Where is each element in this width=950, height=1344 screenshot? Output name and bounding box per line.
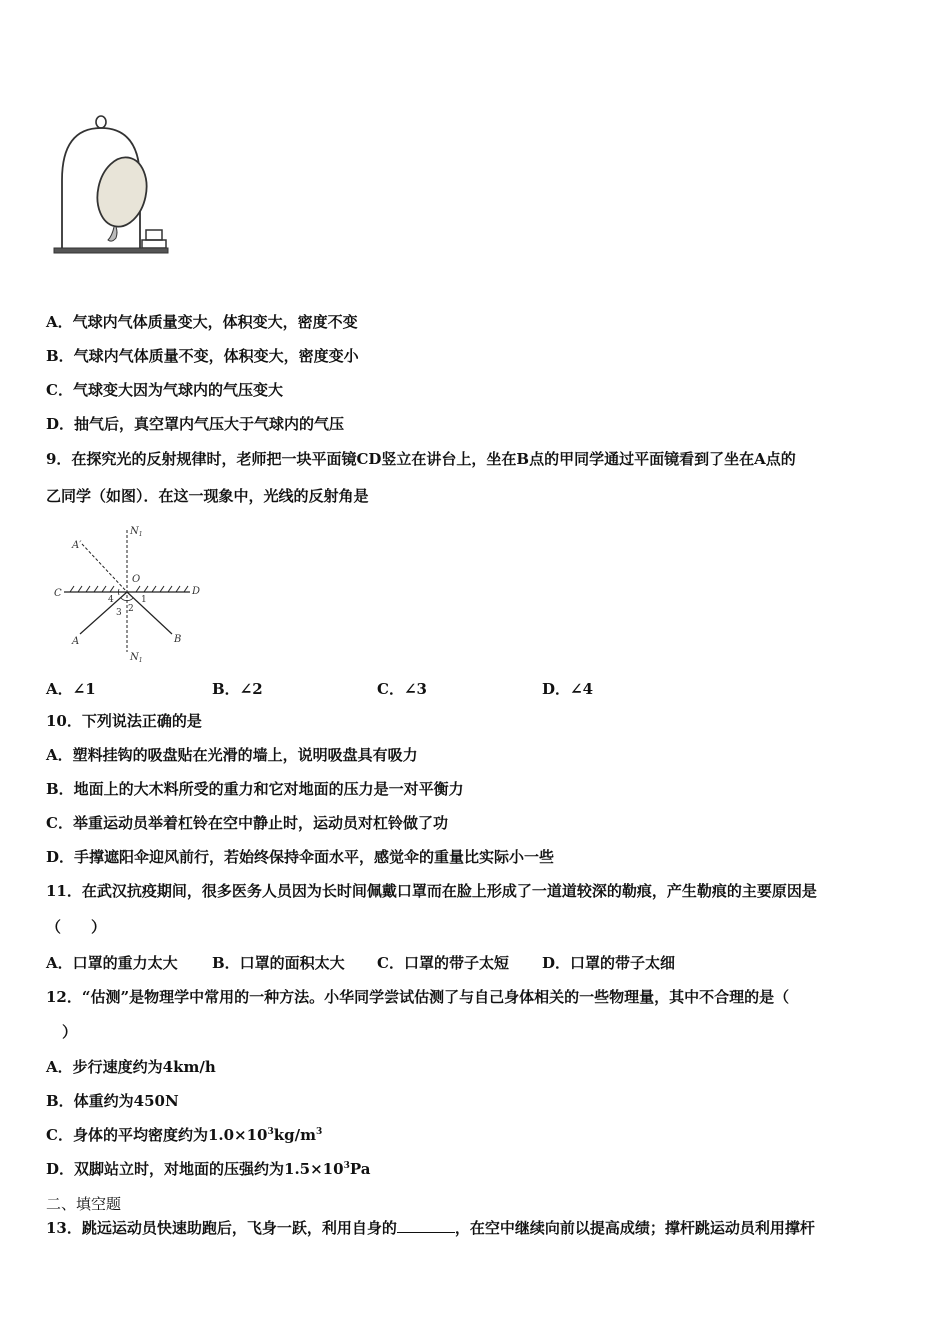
q9-option-c: C．∠3 [377,680,427,698]
q12-stem-line1: 12．“估测”是物理学中常用的一种方法。小华同学尝试估测了与自己身体相关的一些物理量，其中不合理的是（ [46,988,790,1006]
q11-stem-line2: （ ） [46,918,107,936]
label-n-top: $N_1$ [130,526,143,538]
q10-option-a: A．塑料挂钩的吸盘贴在光滑的墙上，说明吸盘具有吸力 [46,746,418,764]
q8-option-b: B．气球内气体质量不变，体积变大，密度变小 [46,347,359,365]
label-a-prime: A′ [72,540,82,551]
label-angle-4: 4 [108,595,114,605]
label-angle-1: 1 [141,595,147,605]
q13-stem: 13．跳远运动员快速助跑后，飞身一跃，利用自身的 ，在空中继续向前以提高成绩；撑杆跳运动员利用撑杆 [46,1219,815,1237]
label-o: O [132,574,141,585]
label-angle-2: 2 [128,604,134,614]
q12-option-c: C．身体的平均密度约为$1.0\times 10^3kg/m^3$ [46,1126,323,1144]
q11-option-b: B．口罩的面积太大 [212,954,345,972]
q8-option-c: C．气球变大因为气球内的气压变大 [46,381,283,399]
q12-stem-line2: ） [62,1023,78,1041]
q10-option-d: D．手撑遮阳伞迎风前行，若始终保持伞面水平，感觉伞的重量比实际小一些 [46,848,555,866]
reflection-diagram [52,522,212,664]
label-c: C [54,588,62,599]
q9-option-b: B．∠2 [212,680,263,698]
label-d: D [192,586,201,597]
fill-blank[interactable] [397,1218,455,1233]
bell-jar-figure [46,110,176,260]
q10-option-b: B．地面上的大木料所受的重力和它对地面的压力是一对平衡力 [46,780,464,798]
q12-option-b: B．体重约为450N [46,1092,179,1110]
q9-stem-line2: 乙同学（如图）．在这一现象中，光线的反射角是 [46,487,369,505]
q11-stem-line1: 11．在武汉抗疫期间，很多医务人员因为长时间佩戴口罩而在脸上形成了一道道较深的勒痕，产生勒痕的主要原因是 [46,882,817,900]
label-a: A [72,636,80,647]
q12-option-a: A．步行速度约为4km/h [46,1058,216,1076]
q11-option-a: A．口罩的重力太大 [46,954,178,972]
label-b: B [174,634,182,645]
q12-option-d: D．双脚站立时，对地面的压强约为$1.5\times 10^3Pa$ [46,1160,371,1178]
q9-stem-line1: 9．在探究光的反射规律时，老师把一块平面镜CD竖立在讲台上，坐在B点的甲同学通过平面镜看到了坐在A点的 [46,450,796,468]
q11-option-c: C．口罩的带子太短 [377,954,509,972]
q10-option-c: C．举重运动员举着杠铃在空中静止时，运动员对杠铃做了功 [46,814,448,832]
q8-option-a: A．气球内气体质量变大，体积变大，密度不变 [46,313,358,331]
q9-option-a: A．∠1 [46,680,96,698]
q10-stem: 10．下列说法正确的是 [46,712,202,730]
label-angle-3: 3 [116,608,122,618]
q11-option-d: D．口罩的带子太细 [542,954,676,972]
q8-option-d: D．抽气后，真空罩内气压大于气球内的气压 [46,415,345,433]
q9-option-d: D．∠4 [542,680,594,698]
section-title: 二、填空题 [46,1195,122,1213]
label-n-bottom: $N_1$ [130,652,143,664]
